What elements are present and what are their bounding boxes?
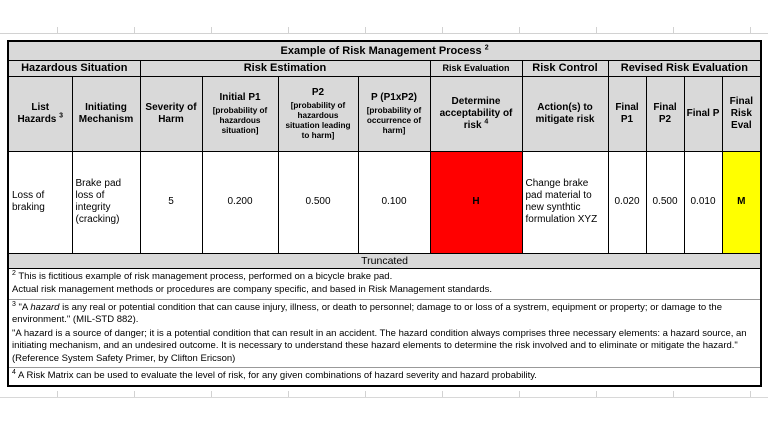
group-risk-evaluation: Risk Evaluation <box>430 60 522 76</box>
footnote-3-row <box>8 299 761 368</box>
footnote-2 <box>8 268 761 299</box>
footnote-3-paragraph-1: $^3$ "A hazard is any real or potential condition that can cause injury, illness, or death to personnel; damage to or loss of a systrem, equipment or property; or damage to the environment." (MIL-STD 882). <box>12 300 722 325</box>
cell-initiating-mechanism: Brake pad loss of integrity (cracking) <box>72 151 140 253</box>
col-header-list-hazards-superscript: 3 <box>59 112 64 120</box>
footnote-4-superscript: 4 <box>12 368 16 376</box>
footnote-3-italic-term: hazard <box>30 301 60 313</box>
footnote-3 <box>8 299 761 368</box>
col-header-determine-acceptability <box>430 76 522 151</box>
col-header-initiating-mechanism: Initiating Mechanism <box>72 76 140 151</box>
table-title-text: Example of Risk Management Process <box>280 44 482 57</box>
col-header-determine-acceptability-superscript: 4 <box>484 118 489 126</box>
column-header-row <box>8 76 761 151</box>
col-header-final-risk-eval: Final Risk Eval <box>722 76 761 151</box>
col-header-severity-of-harm: Severity of Harm <box>140 76 202 151</box>
col-header-p-p1xp2-sub: [probability of occurrence of harm] <box>366 105 422 135</box>
table-title-row <box>8 41 761 60</box>
table-title <box>8 41 761 60</box>
col-header-p2-main: P2 <box>311 86 325 98</box>
col-header-initial-p1-sub: [probability of hazardous situation] <box>212 105 268 135</box>
cell-final-risk-eval-medium: M <box>722 151 761 253</box>
cell-initial-p1: 0.200 <box>202 151 278 253</box>
footnote-4-row <box>8 368 761 386</box>
cell-final-p2: 0.500 <box>646 151 684 253</box>
cell-severity-of-harm: 5 <box>140 151 202 253</box>
cell-final-p1: 0.020 <box>608 151 646 253</box>
truncated-row <box>8 253 761 268</box>
footnote-2-superscript: 2 <box>12 269 16 277</box>
footnote-2-row <box>8 268 761 299</box>
col-header-final-p1: Final P1 <box>608 76 646 151</box>
group-header-row <box>8 60 761 76</box>
cell-p-p1xp2: 0.100 <box>358 151 430 253</box>
spreadsheet-gridlines-bottom <box>0 391 768 398</box>
cell-p2: 0.500 <box>278 151 358 253</box>
col-header-list-hazards-text: List Hazards <box>17 101 57 125</box>
table-title-superscript: 2 <box>484 44 489 52</box>
table-row-loss-of-braking <box>8 151 761 253</box>
footnote-2-line-1: $^2$ This is fictitious example of risk management process, performed on a bicycle brake pad. <box>12 269 393 282</box>
col-header-final-p: Final P <box>684 76 722 151</box>
group-risk-estimation: Risk Estimation <box>140 60 430 76</box>
spreadsheet-gridlines-top <box>0 27 768 34</box>
footnote-4: $^4$ A Risk Matrix can be used to evaluate the level of risk, for any given combinations of hazard severity and hazard probability. <box>8 368 761 386</box>
col-header-determine-acceptability-text: Determine acceptability of risk <box>439 95 513 131</box>
col-header-p2-sub: [probability of hazardous situation leading to harm] <box>285 100 351 140</box>
cell-hazard: Loss of braking <box>8 151 72 253</box>
col-header-initial-p1-main: Initial P1 <box>219 91 261 103</box>
group-hazardous-situation: Hazardous Situation <box>8 60 140 76</box>
col-header-list-hazards <box>8 76 72 151</box>
cell-final-p: 0.010 <box>684 151 722 253</box>
footnote-3-superscript: 3 <box>12 300 16 308</box>
group-revised-risk-evaluation: Revised Risk Evaluation <box>608 60 761 76</box>
col-header-mitigation-action: Action(s) to mitigate risk <box>522 76 608 151</box>
col-header-p2 <box>278 76 358 151</box>
truncated-label: Truncated <box>8 253 761 268</box>
footnote-2-line-2: Actual risk management methods or procedures are company specific, and based in Risk Management standards. <box>12 284 492 295</box>
col-header-final-p2: Final P2 <box>646 76 684 151</box>
risk-management-table <box>7 40 762 387</box>
col-header-p-p1xp2-main: P (P1xP2) <box>371 91 417 103</box>
col-header-p-p1xp2 <box>358 76 430 151</box>
col-header-initial-p1 <box>202 76 278 151</box>
cell-mitigation-action: Change brake pad material to new synthtic formulation XYZ <box>522 151 608 253</box>
cell-risk-acceptability-high: H <box>430 151 522 253</box>
footnote-3-paragraph-2: "A hazard is a source of danger; it is a potential condition that can result in an accident. The hazard condition always comprises three necessary elements: a hazard source, an initiating mechanism, and an undesired outcome. It is necessary to understand these hazard elements to determine the risk involved and to eliminate or mitigate the hazard." (Reference System Safety Primer, by Clifton Ericson) <box>12 327 747 364</box>
group-risk-control: Risk Control <box>522 60 608 76</box>
